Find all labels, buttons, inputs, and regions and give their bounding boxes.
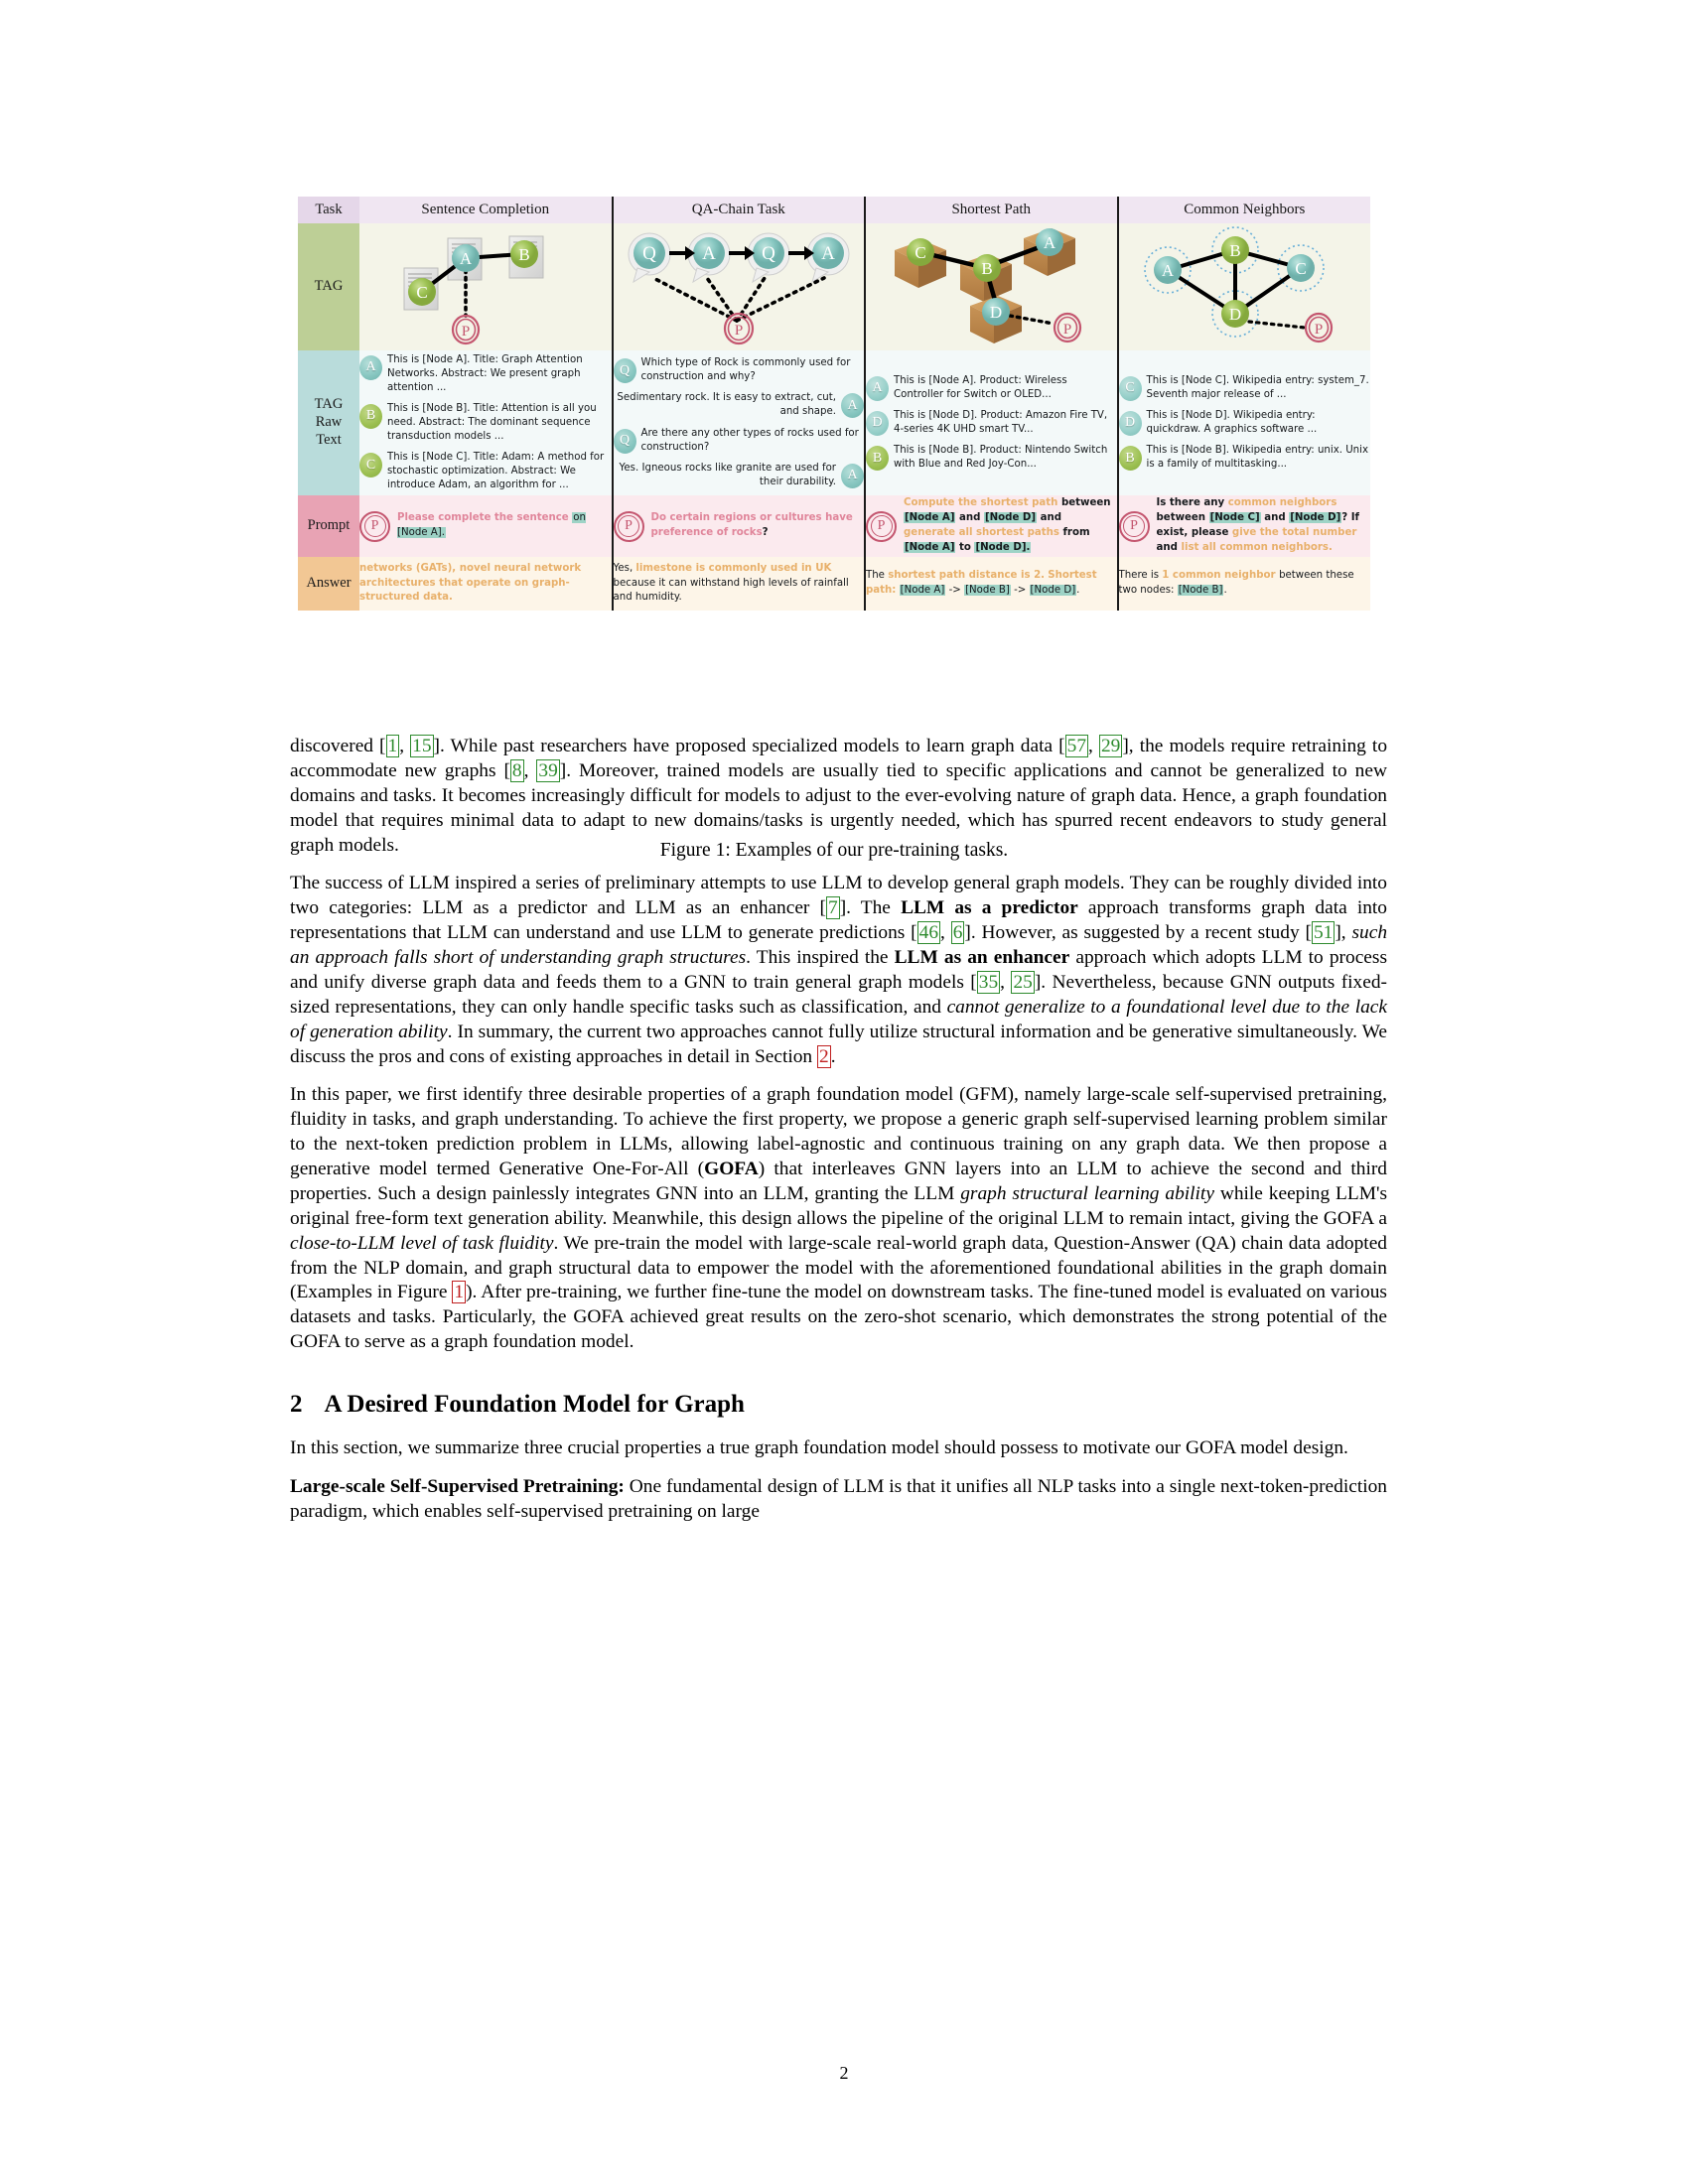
svg-text:A: A: [459, 249, 472, 268]
svg-text:C: C: [1295, 259, 1307, 278]
answer-text: [1119, 569, 1371, 599]
text-run: ->: [1010, 585, 1030, 596]
citation: 29: [1100, 736, 1121, 756]
text-run: Yes,: [613, 562, 636, 574]
raw-text-body: This is [Node C]. Title: Adam: A method for stochastic optimization. Abstract: We introduce Adam, an algorithm for ...: [387, 452, 605, 491]
text-run: [Node D]: [1030, 585, 1076, 596]
raw-text-body: This is [Node D]. Wikipedia entry: quickdraw. A graphics software ...: [1146, 409, 1318, 435]
raw-text-item: [866, 374, 1117, 402]
raw-text-item: [614, 427, 865, 455]
raw-text-body: This is [Node A]. Title: Graph Attention Networks. Abstract: We present graph attention ...: [387, 353, 583, 393]
graph-sentence-completion: [359, 223, 613, 350]
raw-text-item: [1119, 374, 1371, 402]
paragraph-2: The success of LLM inspired a series of preliminary attempts to use LLM to develop general graph models. They can be roughly divided into two categories: LLM as a predictor and LLM as an enhancer [ 7 ]. The LLM as a predictor approach transforms graph data into representations that LLM can understand and use LLM to generate predictions [ 46 , 6 ]. However, as suggested by a recent study [ 51 ], such an approach falls short of understanding graph structures. This inspired the LLM as an enhancer approach which adopts LLM to process and unify diverse graph data and feeds them to a GNN to train general graph models [ 35 , 25 ]. Nevertheless, because GNN outputs fixed-sized representations, they can only handle specific tasks such as classification, and cannot generalize to a foundational level due to the lack of generation ability. In summary, the current two approaches cannot fully utilize structural information and be generative simultaneously. We discuss the pros and cons of existing approaches in detail in Section 2 .: [290, 873, 1388, 1067]
text-run: because it can withstand high levels of rainfall and humidity.: [613, 577, 849, 604]
raw-text-item: [866, 409, 1117, 437]
raw-text-body: Which type of Rock is commonly used for construction and why?: [640, 357, 851, 383]
raw-text-body: This is [Node A]. Product: Wireless Controller for Switch or OLED...: [894, 374, 1067, 400]
text-run: Is there any: [1156, 497, 1228, 509]
citation: 35: [978, 971, 999, 993]
column-header-shortest-path: Shortest Path: [865, 197, 1118, 223]
raw-text-qa-chain: [613, 350, 866, 495]
node-badge-b: B: [1119, 446, 1142, 471]
svg-text:P: P: [461, 324, 470, 340]
citation: 51: [1313, 922, 1334, 944]
figure-header-row: [298, 197, 1370, 223]
prompt-badge-icon: P: [359, 511, 390, 542]
prompt-shortest-path: [865, 495, 1118, 557]
text-run: list all common neighbors.: [1181, 541, 1333, 553]
page-number: 2: [839, 2063, 849, 2083]
text-run: between: [1156, 512, 1209, 524]
raw-text-body: Yes. Igneous rocks like granite are used for their durability.: [619, 462, 836, 487]
svg-text:B: B: [1229, 241, 1241, 260]
raw-text-item: [359, 402, 612, 444]
citation: 25: [1013, 971, 1033, 993]
answer-qa-chain: [613, 557, 866, 611]
section-reference: 2: [818, 1045, 829, 1067]
graph-svg-shortest-path: [875, 224, 1107, 349]
raw-text-body: This is [Node B]. Product: Nintendo Switch with Blue and Red Joy-Con...: [894, 445, 1108, 471]
text-run: and: [955, 512, 984, 524]
citation: 6: [952, 922, 963, 944]
citation: 57: [1066, 736, 1087, 756]
run-in-heading: Large-scale Self-Supervised Pretraining:: [290, 1475, 625, 1497]
text-run: ->: [945, 585, 965, 596]
prompt-qa-chain: [613, 495, 866, 557]
citation: 39: [538, 759, 558, 781]
raw-text-item: [866, 444, 1117, 472]
citation: 46: [918, 922, 939, 944]
svg-text:A: A: [701, 243, 716, 264]
column-header-common-neighbors: Common Neighbors: [1118, 197, 1371, 223]
raw-text-body: This is [Node B]. Wikipedia entry: unix. Unix is a family of multitasking...: [1146, 445, 1368, 471]
node-badge-q: Q: [614, 429, 636, 454]
text-run: and: [1156, 541, 1182, 553]
prompt-badge-icon: P: [614, 511, 644, 542]
raw-text-item: [1119, 444, 1371, 472]
prompt-text: [1157, 496, 1371, 555]
figure-reference: 1: [454, 1282, 465, 1303]
text-run: Shortest path:: [866, 570, 1097, 596]
text-run: [Node D].: [975, 541, 1031, 553]
text-run: [Node A]: [905, 541, 955, 553]
svg-text:P: P: [734, 323, 743, 339]
prompt-badge-icon: P: [866, 511, 897, 542]
graph-shortest-path: [865, 223, 1118, 350]
text-run: limestone is commonly used in UK: [635, 562, 832, 574]
paragraph-4: In this section, we summarize three crucial properties a true graph foundation model should possess to motivate our GOFA model design.: [290, 1437, 1348, 1459]
text-run: shortest path distance is 2.: [888, 570, 1046, 582]
text-run: ? If exist, please: [1156, 512, 1359, 538]
node-badge-a: A: [359, 355, 382, 380]
row-label-task: Task: [298, 197, 359, 223]
row-label-raw-line3: Text: [316, 431, 342, 448]
svg-text:Q: Q: [641, 243, 656, 264]
column-header-sentence-completion: Sentence Completion: [359, 197, 613, 223]
node-badge-c: C: [359, 453, 382, 478]
figure-raw-text-row: [298, 350, 1370, 495]
section-heading: [290, 1389, 1387, 1421]
text-run: 1 common neighbor: [1162, 570, 1280, 582]
text-run: Please complete the sentence: [397, 512, 573, 524]
svg-text:A: A: [820, 243, 835, 264]
text-run: Compute the shortest path: [904, 497, 1061, 509]
row-label-prompt: Prompt: [298, 495, 359, 557]
raw-text-item: [614, 391, 865, 419]
text-run: [Node D]: [1290, 512, 1341, 524]
prompt-badge-icon: P: [1119, 511, 1150, 542]
graph-svg-sentence-completion: [370, 224, 601, 349]
prompt-common-neighbors: [1118, 495, 1371, 557]
figure-tag-row: [298, 223, 1370, 350]
raw-text-common-neighbors: [1118, 350, 1371, 495]
raw-text-body: Are there any other types of rocks used for construction?: [640, 427, 859, 453]
svg-text:C: C: [914, 243, 926, 262]
raw-text-item: [614, 356, 865, 384]
text-run: .: [1076, 585, 1080, 596]
citation: 7: [827, 897, 838, 919]
text-run: [Node A]: [905, 512, 955, 524]
row-label-tag: TAG: [298, 223, 359, 350]
text-run: ?: [762, 527, 769, 538]
prompt-sentence-completion: [359, 495, 613, 557]
text-run: [Node D]: [985, 512, 1037, 524]
text-run: to: [955, 541, 975, 553]
text-run: [Node A]: [900, 585, 945, 596]
svg-text:C: C: [416, 283, 428, 302]
raw-text-body: This is [Node D]. Product: Amazon Fire TV, 4-series 4K UHD smart TV...: [894, 409, 1108, 435]
raw-text-item: [1119, 409, 1371, 437]
text-run: Do certain regions or cultures have preference of rocks: [650, 512, 853, 538]
paragraph-3: In this paper, we first identify three desirable properties of a graph foundation model (GFM), namely large-scale self-supervised pretraining, fluidity in tasks, and graph understanding. To achieve the first property, we propose a generic graph self-supervised learning problem similar to the next-token prediction problem in LLMs, allowing label-agnostic and continuous training on any graph data. We then propose a generative model termed Generative One-For-All (GOFA) that interleaves GNN layers into an LLM to achieve the second and third properties. Such a design painlessly integrates GNN into an LLM, granting the LLM graph structural learning ability while keeping LLM's original free-form text generation ability. Meanwhile, this design allows the pipeline of the original LLM to remain intact, giving the GOFA a close-to-LLM level of task fluidity. We pre-train the model with large-scale real-world graph data, Question-Answer (QA) chain data adopted from the NLP domain, and graph structural data to empower the model with the aforementioned foundational abilities in the graph domain (Examples in Figure 1 ). After pre-training, we further fine-tune the model on downstream tasks. The fine-tuned model is evaluated on various datasets and tasks. Particularly, the GOFA achieved great results on the zero-shot scenario, which demonstrates the strong potential of the GOFA to serve as a graph foundation model.: [290, 1084, 1388, 1353]
raw-text-body: Sedimentary rock. It is easy to extract, cut, and shape.: [617, 392, 836, 418]
node-badge-a: A: [841, 464, 864, 488]
graph-svg-qa-chain: [620, 224, 858, 349]
body-text: [290, 735, 1387, 1539]
answer-shortest-path: [865, 557, 1118, 611]
figure-prompt-row: [298, 495, 1370, 557]
text-run: [Node B]: [965, 585, 1010, 596]
svg-text:D: D: [990, 303, 1003, 322]
row-label-raw-line1: TAG: [314, 396, 344, 413]
graph-qa-chain: [613, 223, 866, 350]
citation: 1: [387, 736, 398, 756]
text-run: between: [1060, 497, 1111, 509]
citation: 15: [412, 736, 432, 756]
section-number: 2: [290, 1391, 303, 1418]
raw-text-item: [359, 451, 612, 492]
svg-text:P: P: [1063, 322, 1072, 338]
graph-svg-common-neighbors: [1128, 224, 1360, 349]
text-run: networks (GATs), novel neural network architectures that operate on graph-structured data.: [359, 562, 582, 604]
text-run: .: [1223, 585, 1227, 596]
text-run: common neighbors: [1227, 497, 1337, 509]
figure-task-table: [298, 197, 1370, 611]
text-run: There is: [1118, 570, 1163, 582]
node-badge-d: D: [866, 411, 889, 436]
answer-text: [866, 569, 1117, 599]
raw-text-body: This is [Node C]. Wikipedia entry: system_7. Seventh major release of ...: [1146, 374, 1369, 400]
raw-text-body: This is [Node B]. Title: Attention is all you need. Abstract: The dominant sequence transduction models ...: [387, 402, 597, 443]
svg-text:P: P: [1315, 322, 1324, 338]
node-badge-c: C: [1119, 376, 1142, 401]
answer-text: [359, 562, 612, 606]
raw-text-shortest-path: [865, 350, 1118, 495]
column-header-qa-chain: QA-Chain Task: [613, 197, 866, 223]
text-run: from: [1062, 527, 1090, 538]
node-badge-b: B: [866, 446, 889, 471]
graph-common-neighbors: [1118, 223, 1371, 350]
text-run: between these two nodes:: [1118, 570, 1354, 596]
prompt-text: [904, 496, 1117, 555]
text-run: [Node C]: [1209, 512, 1260, 524]
prompt-text: [651, 511, 865, 541]
figure-caption: Figure 1: Examples of our pre-training tasks.: [659, 840, 1009, 861]
text-run: generate all shortest paths: [904, 527, 1063, 538]
svg-text:B: B: [518, 245, 530, 264]
paragraph-1: discovered [ 1 , 15 ]. While past researchers have proposed specialized models to learn graph data [ 57 , 29 ], the models require retraining to accommodate new graphs [ 8 , 39 ]. Moreover, trained models are usually tied to specific applications and cannot be generalized to new domains and tasks. It becomes increasingly difficult for models to adjust to the ever-evolving nature of graph data. Hence, a graph foundation model that requires minimal data to adapt to new domains/tasks is urgently needed, which has spurred recent endeavors to study general graph models.: [290, 736, 1388, 856]
text-run: [Node B]: [1178, 585, 1223, 596]
raw-text-item: [359, 353, 612, 395]
answer-text: [614, 562, 865, 606]
paragraph-5: Large-scale Self-Supervised Pretraining: One fundamental design of LLM is that it unifies all NLP tasks into a single next-token-prediction paradigm, which enables self-supervised pretraining on large: [290, 1475, 1387, 1522]
svg-text:D: D: [1229, 305, 1242, 324]
row-label-raw-text: [298, 350, 359, 495]
svg-text:A: A: [1162, 261, 1175, 280]
section-title: A Desired Foundation Model for Graph: [324, 1391, 745, 1418]
node-badge-q: Q: [614, 358, 636, 383]
raw-text-sentence-completion: [359, 350, 613, 495]
node-badge-d: D: [1119, 411, 1142, 436]
text-run: give the total number: [1231, 527, 1357, 538]
node-badge-b: B: [359, 404, 382, 429]
citation: 8: [511, 759, 522, 781]
text-run: The: [866, 570, 889, 582]
row-label-answer: Answer: [298, 557, 359, 611]
svg-text:A: A: [1044, 233, 1056, 252]
prompt-text: [397, 511, 612, 541]
svg-text:B: B: [981, 259, 993, 278]
node-badge-a: A: [841, 393, 864, 418]
svg-text:Q: Q: [761, 243, 775, 264]
text-run: and: [1260, 512, 1290, 524]
node-badge-a: A: [866, 376, 889, 401]
figure-answer-row: [298, 557, 1370, 611]
answer-common-neighbors: [1118, 557, 1371, 611]
text-run: and: [1037, 512, 1062, 524]
answer-sentence-completion: [359, 557, 613, 611]
raw-text-item: [614, 462, 865, 489]
row-label-raw-line2: Raw: [315, 414, 343, 431]
text-run: on [Node A].: [397, 512, 586, 538]
